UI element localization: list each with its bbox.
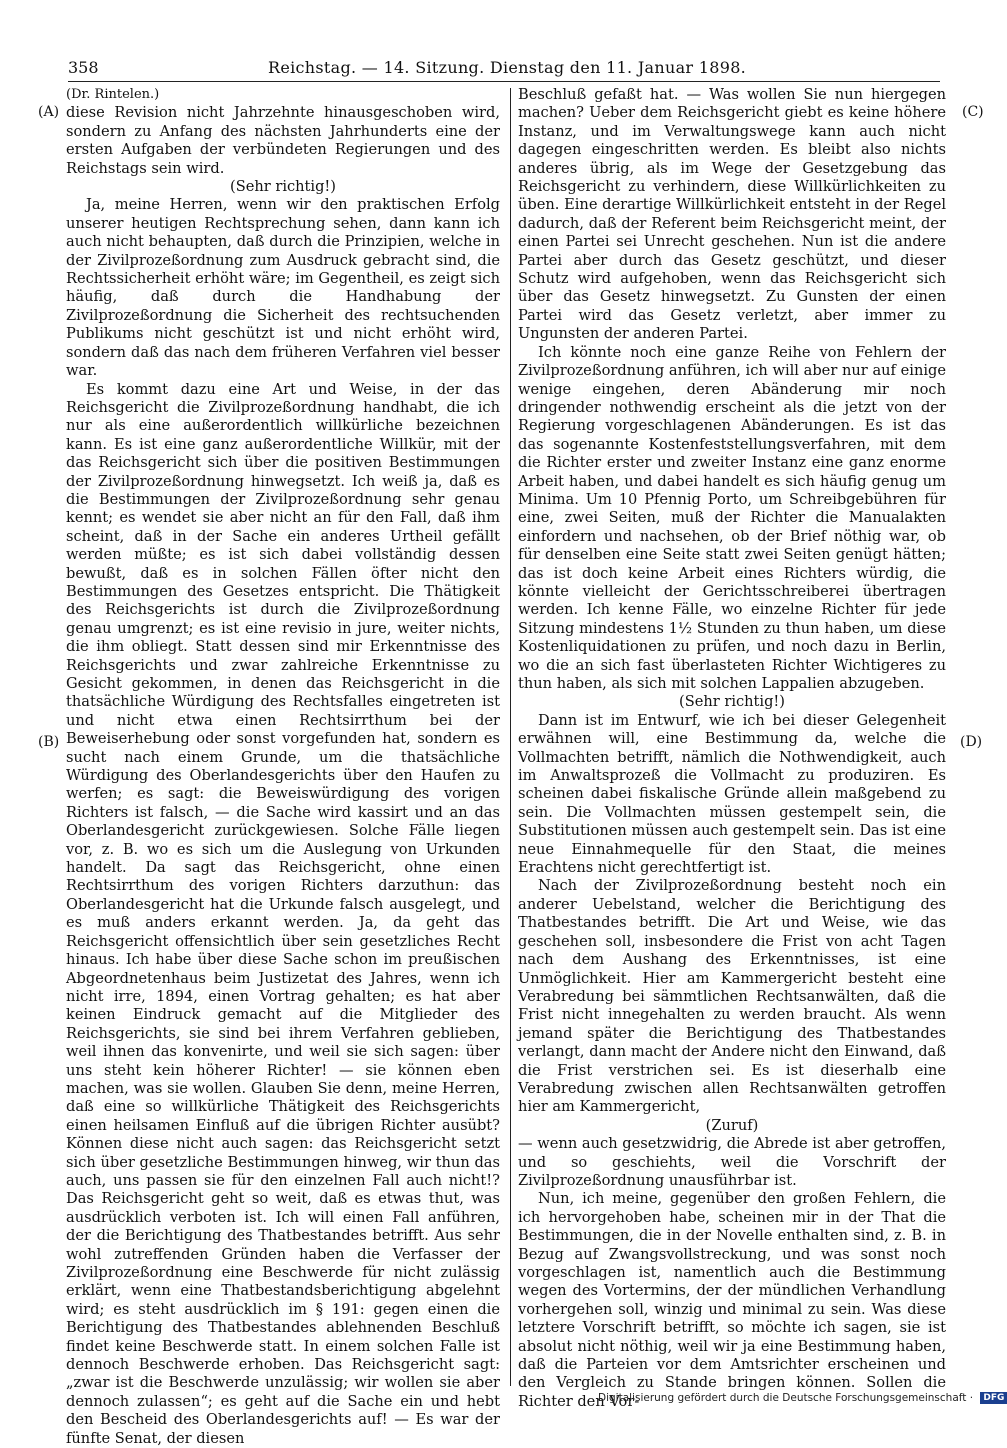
interjection: (Sehr richtig!) xyxy=(66,178,500,196)
paragraph: Es kommt dazu eine Art und Weise, in der das Reichsgericht die Zivilprozeßordnung handhabt, die ich nur als eine außerordentlich willkürliche bezeichnen kann. Es ist eine ganz außerordentliche Willkür, mit der das Reichsgericht sich über die positiven Bestimmungen der Zivilprozeßordnung hinwegsetzt. Ich weiß ja, daß es die Bestimmungen der Zivilprozeßordnung sehr genau kennt; es wendet sie aber nicht an für den Fall, daß ihm scheint, daß in der Sache ein anderes Urtheil gefällt werden müßte; es ist sich dabei vollständig dessen bewußt, daß es in solchen Fällen öfter nicht den Bestimmungen des Gesetzes entspricht. Die Thätigkeit des Reichsgerichts ist durch die Zivilprozeßordnung genau umgrenzt; es ist eine revisio in jure, weiter nichts, die ihm obliegt. Statt dessen sind mir Erkenntnisse des Reichsgerichts und zwar zahlreiche Erkenntnisse zu Gesicht gekommen, in denen das Reichsgericht in die thatsächliche Würdigung des Rechtsfalles eingetreten ist und nicht etwa einen Rechtsirrthum bei der Beweiserhebung oder sonst vorgefunden hat, sondern es sucht nach einem Grunde, um die thatsächliche Würdigung des Oberlandesgerichts über den Haufen zu werfen; es sagt: die Beweiswürdigung des vorigen Richters ist falsch, — die Sache wird kassirt und an das Oberlandesgericht zurückgewiesen. Solche Fälle liegen vor, z. B. wo es sich um die Auslegung von Urkunden handelt. Da sagt das Reichsgericht, ohne einen Rechtsirrthum des vorigen Richters darzuthun: das Oberlandesgericht hat die Urkunde falsch ausgelegt, und es muß anders erkannt werden. Ja, da geht das Reichsgericht offensichtlich über sein gesetzliches Recht hinaus. Ich habe über diese Sache schon im preußischen Abgeordnetenhaus beim Justizetat des Jahres, wenn ich nicht irre, 1894, einen Vortrag gehalten; es hat aber keinen Eindruck gemacht auf die Mitglieder des Reichsgerichts, sie sind bei ihrem Verfahren geblieben, weil ihnen das konvenirte, und weil sie sich sagen: über uns steht kein höherer Richter! — sie können eben machen, was sie wollen. Glauben Sie denn, meine Herren, daß eine so willkürliche Thätigkeit des Reichsgerichts einen heilsamen Einfluß auf die übrigen Richter ausübt? Können diese nicht auch sagen: das Reichsgericht setzt sich über gesetzliche Bestimmungen hinweg, wir thun das auch, uns passen sie für den einzelnen Fall auch nicht!? Das Reichsgericht geht so weit, daß es etwas thut, was ausdrücklich verboten ist. Ich will einen Fall anführen, der die Berichtigung des Thatbestandes betrifft. Aus sehr wohl zutreffenden Gründen haben die Verfasser der Zivilprozeßordnung eine Beschwerde für nicht zulässig erklärt, wenn eine Thatbestandsberichtigung abgelehnt wird; es steht ausdrücklich im § 191: gegen einen die Berichtigung des Thatbestandes ablehnenden Beschluß findet keine Beschwerde statt. In einem solchen Falle ist dennoch Beschwerde erhoben. Das Reichsgericht sagt: „zwar ist die Beschwerde unzulässig; wir wollen sie aber dennoch zulassen“; es geht auf die Sache ein und hebt den Bescheid des Oberlandesgerichts auf! — Es war der fünfte Senat, der diesen xyxy=(66,381,500,1448)
page-number: 358 xyxy=(68,58,99,77)
margin-marker-c: (C) xyxy=(962,104,984,120)
right-column xyxy=(518,86,946,1411)
paragraph: — wenn auch gesetzwidrig, die Abrede ist aber getroffen, und so geschiehts, weil die Vorschrift der Zivilprozeßordnung unausführbar ist. xyxy=(518,1135,946,1190)
margin-marker-a: (A) xyxy=(38,104,59,120)
running-title: Reichstag. — 14. Sitzung. Dienstag den 11. Januar 1898. xyxy=(268,58,746,77)
dfg-logo: DFG xyxy=(980,1392,1007,1404)
footer-text: Digitalisierung gefördert durch die Deutsche Forschungsgemeinschaft · xyxy=(598,1392,973,1404)
paragraph: Nach der Zivilprozeßordnung besteht noch ein anderer Uebelstand, welcher die Berichtigung des Thatbestandes betrifft. Die Art und Weise, wie das geschehen soll, insbesondere die Frist von acht Tagen nach dem Aushang des Erkenntnisses, ist eine Unmöglichkeit. Hier am Kammergericht besteht eine Verabredung bei sämmtlichen Rechtsanwälten, daß die Frist nicht innegehalten zu werden braucht. Als wenn jemand später die Berichtigung des Thatbestandes verlangt, dann macht der Andere nicht den Einwand, daß die Frist verstrichen sei. Es ist dieserhalb eine Verabredung zwischen allen Rechtsanwälten getroffen hier am Kammergericht, xyxy=(518,877,946,1116)
speaker-label: (Dr. Rintelen.) xyxy=(66,86,500,104)
header-rule xyxy=(68,81,940,82)
margin-marker-d: (D) xyxy=(960,734,982,750)
column-divider xyxy=(510,88,511,1386)
paragraph: Nun, ich meine, gegenüber den großen Fehlern, die ich hervorgehoben habe, scheinen mir in der That die Bestimmungen, die in der Novelle enthalten sind, z. B. in Bezug auf Zwangsvollstreckung, und was sonst noch vorgeschlagen ist, namentlich auch die Bestimmung wegen des Vortermins, der der mündlichen Verhandlung vorhergehen soll, winzig und minimal zu sein. Was diese letztere Vorschrift betrifft, so möchte ich sagen, sie ist absolut nicht nöthig, weil wir ja eine Bestimmung haben, daß die Parteien vor dem Amtsrichter erscheinen und den Vergleich zu Stande bringen können. Sollen die Richter den Vor- xyxy=(518,1190,946,1411)
paragraph: Ja, meine Herren, wenn wir den praktischen Erfolg unserer heutigen Rechtsprechung sehen, dann kann ich auch nicht behaupten, daß durch die Prinzipien, welche in der Zivilprozeßordnung zum Ausdruck gebracht sind, die Rechtssicherheit erhöht wäre; im Gegentheil, es zeigt sich häufig, daß durch die Handhabung der Zivilprozeßordnung die Sicherheit des rechtsuchenden Publikums nicht geschützt ist und nicht erhöht wird, sondern daß das nach dem früheren Verfahren viel besser war. xyxy=(66,196,500,380)
margin-marker-b: (B) xyxy=(38,734,59,750)
page-header xyxy=(68,56,940,80)
paragraph: Ich könnte noch eine ganze Reihe von Fehlern der Zivilprozeßordnung anführen, ich will aber nur auf einige wenige eingehen, deren Abänderung mir noch dringender nothwendig erscheint als die jetzt von der Regierung vorgeschlagenen Abänderungen. Es ist das das sogenannte Kostenfeststellungsverfahren, mit dem die Richter erster und zweiter Instanz eine ganz enorme Arbeit haben, und dabei handelt es sich häufig genug um Minima. Um 10 Pfennig Porto, um Schreibgebühren für eine, zwei Seiten, muß der Richter die Manualakten einfordern und nachsehen, ob der Brief nöthig war, ob für denselben eine Seite statt zwei Seiten genügt hätten; das ist doch keine Arbeit eines Richters würdig, die könnte vielleicht der Gerichtsschreiberei übertragen werden. Ich kenne Fälle, wo einzelne Richter für jede Sitzung mindestens 1½ Stunden zu thun haben, um diese Kostenliquidationen zu prüfen, und noch dazu in Berlin, wo die an sich fast überlasteten Richter Wichtigeres zu thun haben, als sich mit solchen Lappalien abzugeben. xyxy=(518,344,946,694)
paragraph: Beschluß gefaßt hat. — Was wollen Sie nun hiergegen machen? Ueber dem Reichsgericht giebt es keine höhere Instanz, und im Verwaltungswege kann auch nicht dagegen eingeschritten werden. Es bleibt also nichts anderes übrig, als im Wege der Gesetzgebung das Reichsgericht zu verhindern, diese Willkürlichkeiten zu üben. Eine derartige Willkürlichkeit entsteht in der Regel dadurch, daß der Referent beim Reichsgericht meint, der einen Partei sei Unrecht geschehen. Nun ist die andere Partei aber durch das Gesetz geschützt, und dieser Schutz wird aufgehoben, wenn das Reichsgericht sich über das Gesetz hinwegsetzt. Zu Gunsten der einen Partei wird das Gesetz verletzt, aber immer zu Ungunsten der anderen Partei. xyxy=(518,86,946,344)
left-column xyxy=(66,86,500,1448)
interjection: (Zuruf) xyxy=(518,1117,946,1135)
digitization-footer xyxy=(598,1392,1007,1404)
paragraph: diese Revision nicht Jahrzehnte hinausgeschoben wird, sondern zu Anfang des nächsten Jahrhunderts eine der ersten Aufgaben der verbündeten Regierungen und des Reichstags sein wird. xyxy=(66,104,500,178)
interjection: (Sehr richtig!) xyxy=(518,693,946,711)
paragraph: Dann ist im Entwurf, wie ich bei dieser Gelegenheit erwähnen will, eine Bestimmung da, welche die Vollmachten betrifft, nämlich die Nothwendigkeit, auch im Anwaltsprozeß die Vollmacht zu produziren. Es scheinen dabei fiskalische Gründe allein maßgebend zu sein. Die Vollmachten müssen gestempelt sein, die Substitutionen müssen auch gestempelt sein. Das ist eine neue Einnahmequelle für den Staat, die meines Erachtens nicht gerechtfertigt ist. xyxy=(518,712,946,878)
